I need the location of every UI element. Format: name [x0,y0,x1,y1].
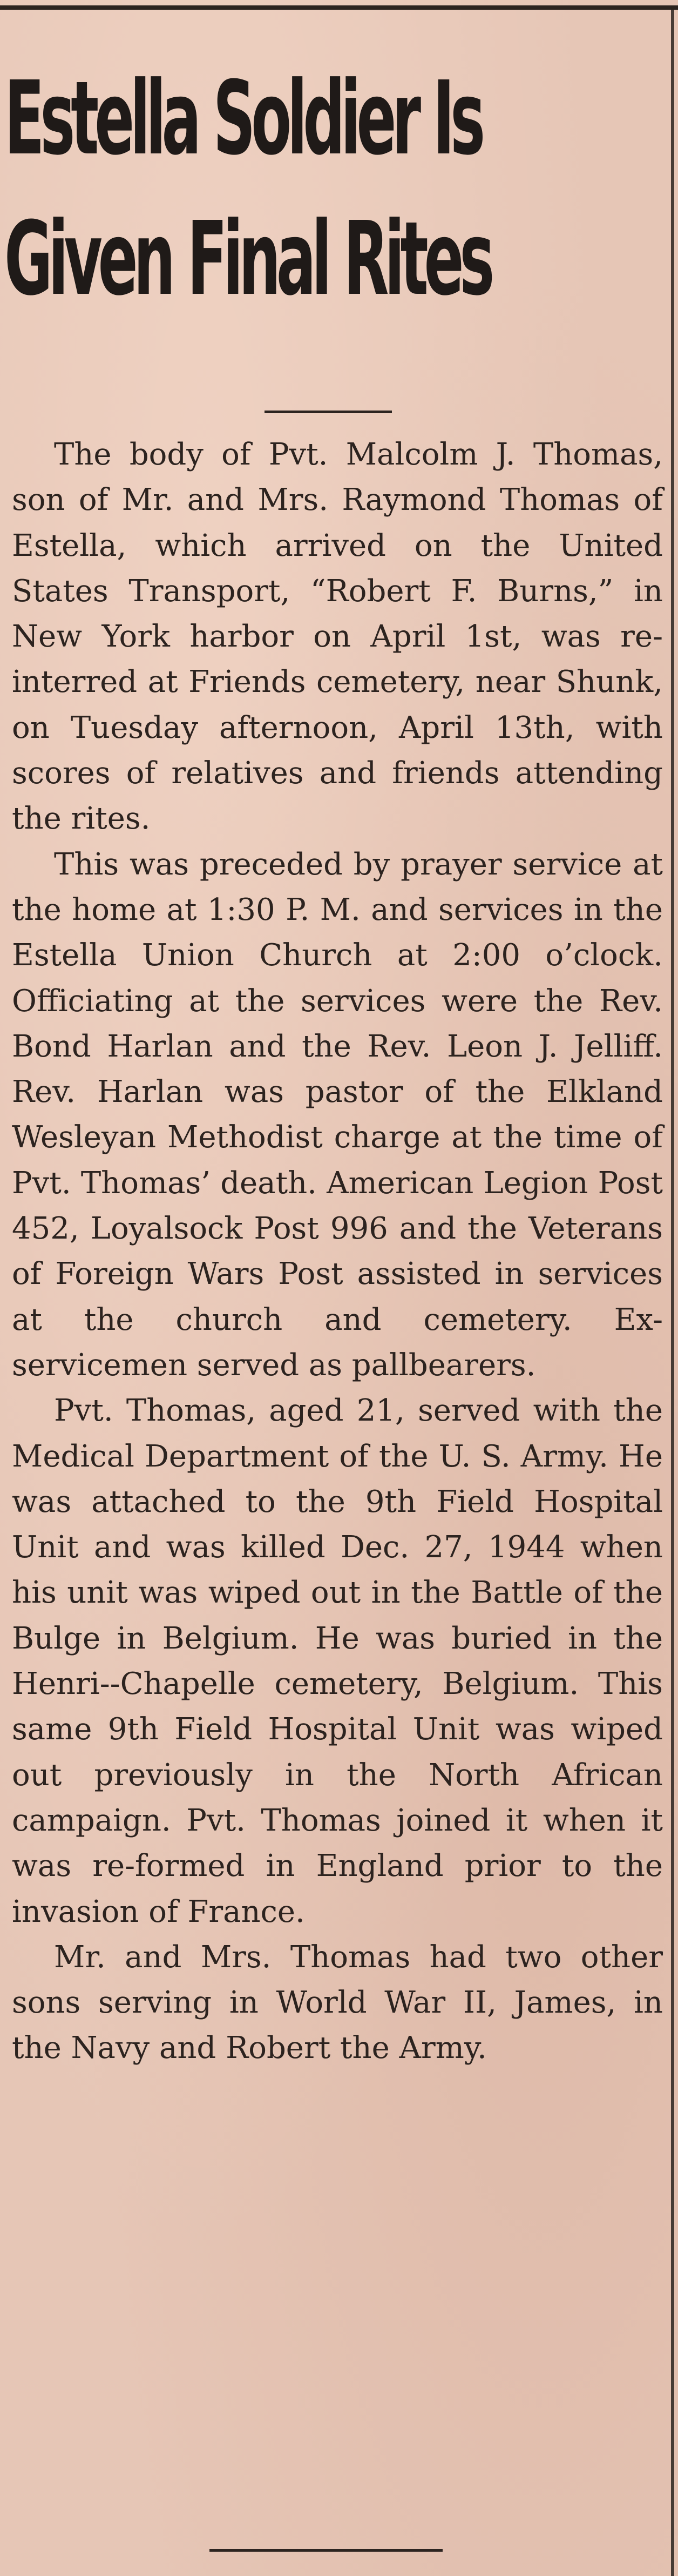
headline [4,49,491,329]
top-rule [0,5,678,10]
paragraph: Pvt. Thomas, aged 21, served with the Medical Department of the U. S. Army. He was attached to the 9th Field Hospital Unit and was killed Dec. 27, 1944 when his unit was wiped out in the Battle of the Bulge in Belgium. He was buried in the Henri--Chapelle cemetery, Belgium. This same 9th Field Hospital Unit was wiped out previously in the North African campaign. Pvt. Thomas joined it when it was re-formed in England prior to the invasion of France. [12,1393,663,1929]
paragraph: The body of Pvt. Malcolm J. Thomas, son of Mr. and Mrs. Raymond Thomas of Estella, which arrived on the United States Transport, “Robert F. Burns,” in New York harbor on April 1st, was re-interred at Friends cemetery, near Shunk, on Tuesday afternoon, April 13th, with scores of relatives and friends attending the rites. [12,437,663,837]
headline-divider [265,411,392,413]
column-rule [671,5,674,2576]
paragraph: Mr. and Mrs. Thomas had two other sons serving in World War II, James, in the Navy and Robert the Army. [12,1939,663,2066]
article-body [12,432,663,2071]
end-divider [209,2549,443,2552]
paragraph: This was preceded by prayer service at the home at 1:30 P. M. and services in the Estella Union Church at 2:00 o’clock. Officiating at the services were the Rev. Bond Harlan and the Rev. Leon J. Jelliff. Rev. Harlan was pastor of the Elkland Wesleyan Methodist charge at the time of Pvt. Thomas’ death. American Legion Post 452, Loyalsock Post 996 and the Veterans of Foreign Wars Post assisted in services at the church and cemetery. Ex-servicemen served as pallbearers. [12,846,663,1383]
headline-line-2: Given Final Rites [4,200,491,318]
headline-line-1: Estella Soldier Is [4,59,482,178]
